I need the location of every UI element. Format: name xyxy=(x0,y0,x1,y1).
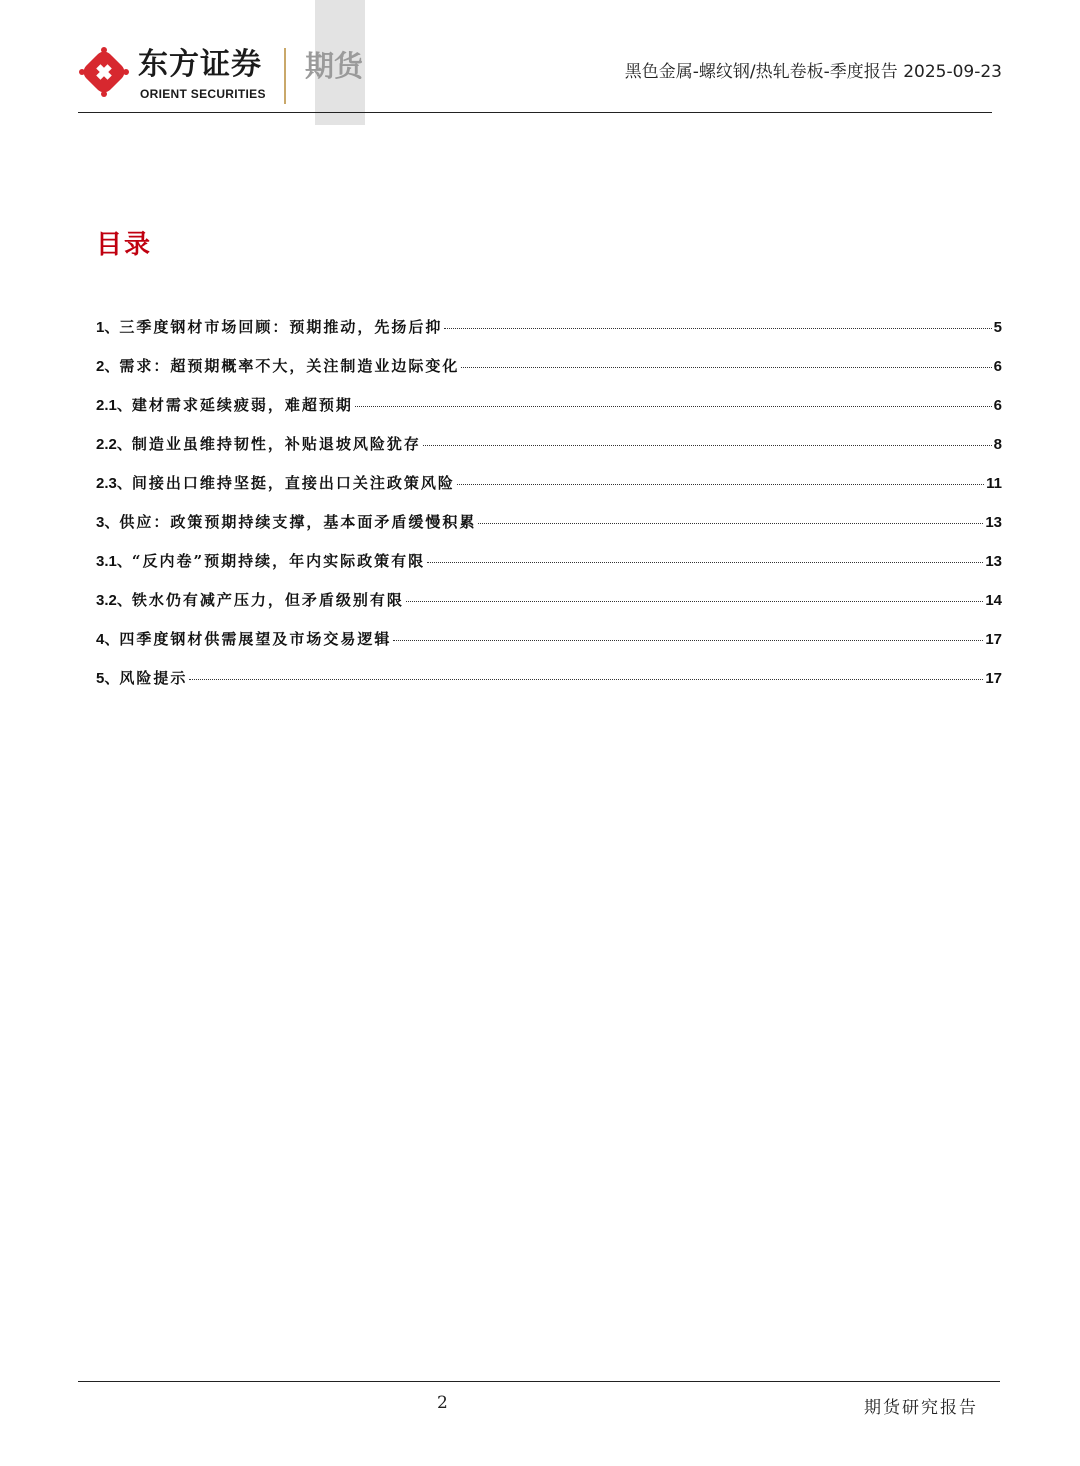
toc-entry-number: 3.1、 xyxy=(96,553,132,570)
toc-entry-title[interactable]: 建材需求延续疲弱，难超预期 xyxy=(131,396,353,414)
toc-entry-title[interactable]: 制造业虽维持韧性，补贴退坡风险犹存 xyxy=(131,435,421,453)
logo-company-name-en: ORIENT SECURITIES xyxy=(140,87,266,101)
toc-entry[interactable] xyxy=(96,355,1002,394)
toc-entry-page[interactable]: 14 xyxy=(985,592,1002,609)
toc-entry[interactable] xyxy=(96,550,1002,589)
toc-entry[interactable] xyxy=(96,628,1002,667)
toc-entry-title[interactable]: 供应：政策预期持续支撑，基本面矛盾缓慢积累 xyxy=(119,513,477,531)
toc-entry-title[interactable]: 铁水仍有减产压力，但矛盾级别有限 xyxy=(131,591,404,609)
toc-entry[interactable] xyxy=(96,472,1002,511)
logo-company-name-cn: 东方证券 xyxy=(138,47,262,82)
toc-entry-page[interactable]: 13 xyxy=(985,553,1002,570)
toc-entry-page[interactable]: 8 xyxy=(993,436,1002,453)
page-header xyxy=(0,0,1080,125)
toc-entry-number: 2.3、 xyxy=(96,475,132,492)
report-title: 黑色金属-螺纹钢/热轧卷板-季度报告 2025-09-23 xyxy=(624,62,1002,82)
orient-securities-logo-icon xyxy=(78,46,130,98)
toc-entry-title[interactable]: “反内卷”预期持续，年内实际政策有限 xyxy=(131,552,426,570)
toc-entry-number: 2、 xyxy=(96,358,120,375)
toc-heading: 目录 xyxy=(96,230,153,260)
footer-report-label: 期货研究报告 xyxy=(864,1398,978,1418)
toc-entry[interactable] xyxy=(96,589,1002,628)
footer-divider xyxy=(78,1381,1000,1382)
toc-dot-leader xyxy=(478,523,983,524)
toc-entry[interactable] xyxy=(96,511,1002,550)
toc-dot-leader xyxy=(189,679,983,680)
toc-entry-number: 2.1、 xyxy=(96,397,132,414)
logo-futures-label: 期货 xyxy=(305,49,364,83)
toc-dot-leader xyxy=(461,367,991,368)
toc-entry-page[interactable]: 6 xyxy=(993,397,1002,414)
toc-dot-leader xyxy=(355,406,992,407)
toc-entry-number: 2.2、 xyxy=(96,436,132,453)
toc-entry[interactable] xyxy=(96,316,1002,355)
toc-entry-number: 1、 xyxy=(96,319,120,336)
toc-entry[interactable] xyxy=(96,433,1002,472)
toc-entry-page[interactable]: 11 xyxy=(986,475,1002,492)
toc-entry-number: 5、 xyxy=(96,670,120,687)
logo-divider xyxy=(284,48,286,104)
toc-dot-leader xyxy=(406,601,983,602)
toc-entry-number: 3.2、 xyxy=(96,592,132,609)
toc-dot-leader xyxy=(393,640,983,641)
toc-entry-number: 3、 xyxy=(96,514,120,531)
toc-entry-number: 4、 xyxy=(96,631,120,648)
toc-entry-title[interactable]: 风险提示 xyxy=(119,669,188,687)
toc-entry[interactable] xyxy=(96,394,1002,433)
toc-dot-leader xyxy=(444,328,991,329)
toc-entry-page[interactable]: 5 xyxy=(993,319,1002,336)
toc-entry[interactable] xyxy=(96,667,1002,706)
toc-dot-leader xyxy=(423,445,992,446)
table-of-contents xyxy=(96,316,1002,706)
toc-entry-title[interactable]: 三季度钢材市场回顾：预期推动，先扬后抑 xyxy=(119,318,443,336)
toc-entry-title[interactable]: 需求：超预期概率不大，关注制造业边际变化 xyxy=(119,357,460,375)
toc-entry-page[interactable]: 17 xyxy=(985,670,1002,687)
toc-entry-page[interactable]: 17 xyxy=(985,631,1002,648)
header-divider xyxy=(78,112,992,113)
toc-entry-title[interactable]: 间接出口维持坚挺，直接出口关注政策风险 xyxy=(131,474,455,492)
toc-entry-title[interactable]: 四季度钢材供需展望及市场交易逻辑 xyxy=(119,630,392,648)
toc-entry-page[interactable]: 6 xyxy=(993,358,1002,375)
footer-page-number: 2 xyxy=(437,1393,448,1413)
toc-dot-leader xyxy=(427,562,983,563)
toc-entry-page[interactable]: 13 xyxy=(985,514,1002,531)
toc-dot-leader xyxy=(457,484,984,485)
